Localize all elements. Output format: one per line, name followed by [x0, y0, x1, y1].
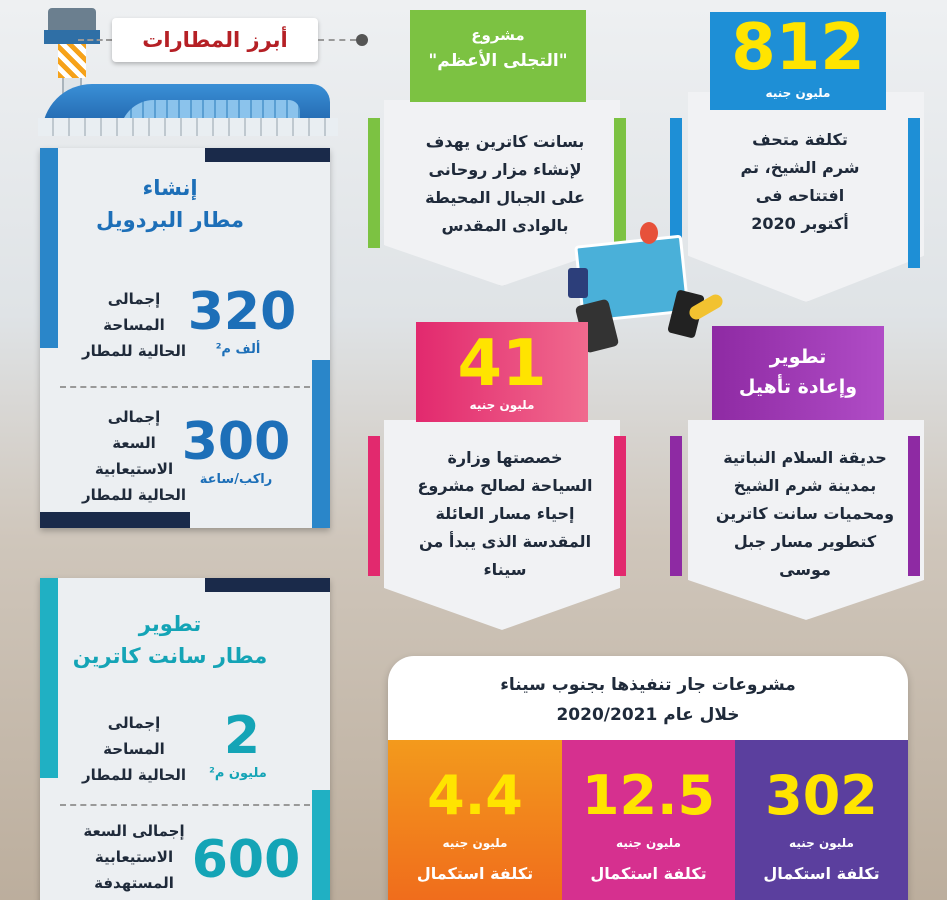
stat-desc: إجمالى المساحة الحالية للمطار [82, 290, 186, 360]
card-accent [614, 436, 626, 576]
ongoing-value: 302 [765, 764, 878, 827]
panel-accent-side [312, 360, 330, 528]
ongoing-caption: تكلفة استكمال [416, 864, 534, 883]
panel-accent-side [40, 578, 58, 778]
ongoing-value: 4.4 [427, 764, 523, 827]
ongoing-column [562, 740, 735, 900]
ongoing-unit: مليون جنيه [442, 836, 508, 850]
panel-accent-bar [205, 148, 330, 162]
passport-illustration [568, 268, 588, 298]
ongoing-value: 12.5 [581, 764, 716, 827]
airports-title: أبرز المطارات [112, 18, 318, 62]
terminal-base [38, 118, 338, 136]
title-dash-left [78, 39, 112, 41]
balloon-illustration [640, 222, 658, 244]
stat-value: 320 [187, 282, 297, 342]
tajalli-text: بسانت كاترين يهدف لإنشاء مزار روحانى على الجبال المحيطة بالوادى المقدس [425, 132, 585, 235]
control-tower-cab [44, 30, 100, 44]
stat-unit: مليون م² [209, 766, 267, 781]
airport-heading [60, 608, 280, 672]
museum-text: تكلفة متحف شرم الشيخ، تم افتتاحه فى أكتوبر 2020 [740, 130, 860, 233]
card-accent [670, 436, 682, 576]
ongoing-unit: مليون جنيه [616, 836, 681, 850]
stat-separator [60, 386, 310, 388]
control-tower-neck [58, 44, 86, 78]
stat-desc: إجمالى السعة الاستيعابية المستهدفة [83, 822, 185, 892]
stat-unit: راكب/ساعة [199, 472, 273, 487]
airport-action: تطوير [138, 612, 202, 636]
ongoing-column [388, 740, 562, 900]
ongoing-caption: تكلفة استكمال [590, 864, 707, 883]
airport-name: مطار البردويل [96, 208, 244, 232]
garden-text: حديقة السلام النباتية بمدينة شرم الشيخ ومحميات سانت كاترين كتطوير مسار جبل موسى [715, 448, 895, 579]
stat-value: 300 [181, 412, 291, 472]
stat-value: 600 [191, 830, 301, 890]
airport-heading [60, 172, 280, 236]
control-tower-top [48, 8, 96, 32]
panel-accent-bar [40, 512, 190, 528]
stat-value: 2 [223, 706, 261, 766]
airport-action: إنشاء [142, 176, 198, 200]
stat-desc: إجمالى السعة الاستيعابية الحالية للمطار [82, 408, 186, 504]
card-accent [908, 118, 920, 268]
airport-name: مطار سانت كاترين [72, 644, 268, 668]
card-accent [368, 118, 380, 248]
ongoing-column [735, 740, 908, 900]
garden-label: تطوير وإعادة تأهيل [712, 326, 884, 420]
panel-accent-side [40, 148, 58, 348]
title-dot [356, 34, 368, 46]
tajalli-label: مشروع "التجلى الأعظم" [410, 10, 586, 102]
stat-desc: إجمالى المساحة الحالية للمطار [82, 714, 186, 784]
card-accent [614, 118, 626, 248]
ongoing-unit: مليون جنيه [789, 836, 854, 850]
stat-unit: ألف م² [215, 342, 261, 357]
panel-accent-bar [205, 578, 330, 592]
panel-accent-side [312, 790, 330, 900]
museum-unit: مليون جنيه [765, 86, 831, 100]
title-dash-right [318, 39, 356, 41]
holy-family-text: خصصتها وزارة السياحة لصالح مشروع إحياء مسار العائلة المقدسة الذى يبدأ من سيناء [417, 448, 593, 579]
holy-family-value: 41 [457, 327, 547, 401]
ongoing-caption: تكلفة استكمال [763, 864, 880, 883]
stat-separator [60, 804, 310, 806]
museum-value: 812 [731, 11, 865, 85]
ongoing-projects-title: مشروعات جار تنفيذها بجنوب سيناء خلال عام 2020/2021 [500, 675, 796, 725]
holy-family-unit: مليون جنيه [469, 398, 535, 412]
card-accent [368, 436, 380, 576]
